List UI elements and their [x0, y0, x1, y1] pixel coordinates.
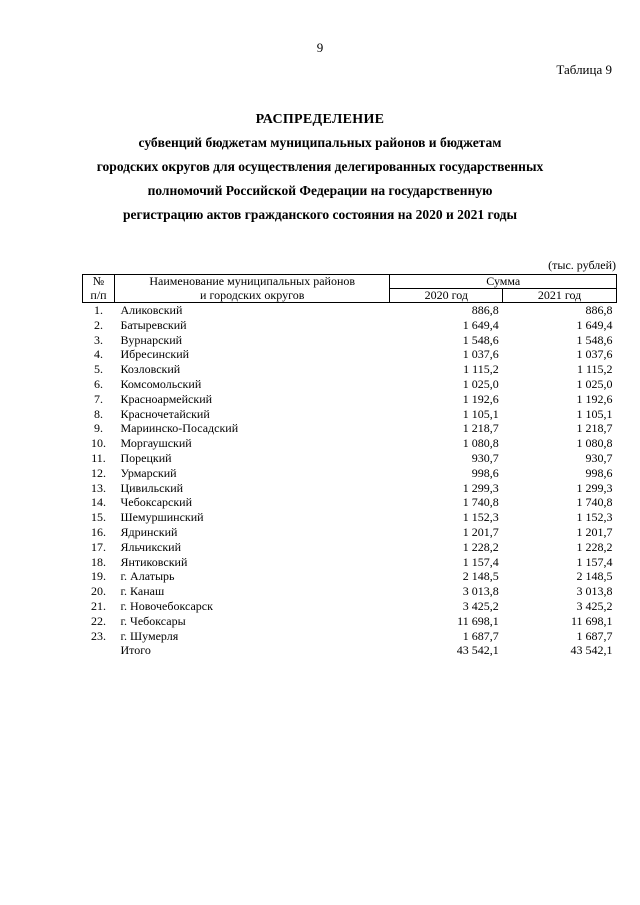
row-name: г. Канаш [120, 584, 165, 599]
table-row [83, 569, 617, 584]
row-name: Ядринский [120, 524, 178, 539]
row-value-2021: 1 299,3 [576, 480, 613, 495]
row-number: 7. [93, 391, 103, 406]
row-name: Козловский [120, 362, 181, 377]
row-value-2020: 1 037,6 [462, 347, 499, 362]
row-name: Аликовский [120, 303, 183, 317]
total-row [83, 643, 617, 658]
row-number: 17. [90, 539, 106, 554]
row-number: 3. [93, 332, 103, 347]
row-number: 18. [90, 554, 106, 569]
table-row [83, 481, 617, 496]
row-name: Порецкий [120, 450, 172, 465]
row-number: 16. [90, 524, 106, 539]
row-value-2020: 1 152,3 [462, 510, 499, 525]
subtitle-line: городских округов для осуществления делегированных государственных [96, 159, 544, 174]
table-row [83, 362, 617, 377]
row-name: г. Шумерля [120, 628, 179, 643]
row-value-2021: 2 148,5 [576, 569, 613, 584]
row-name: Шемуршинский [120, 510, 204, 525]
row-value-2020: 1 157,4 [462, 554, 499, 569]
row-number: 4. [93, 347, 103, 362]
row-name: г. Новочебоксарск [120, 598, 213, 613]
row-name: Яльчикский [120, 539, 182, 554]
row-number: 8. [93, 406, 103, 421]
row-value-2020: 1 115,2 [463, 362, 499, 377]
table-row [83, 333, 617, 348]
table-row [83, 303, 617, 318]
row-value-2021: 1 157,4 [576, 554, 613, 569]
table-row [83, 584, 617, 599]
row-name: Чебоксарский [120, 495, 193, 510]
header-name: Наименование муниципальных районов [114, 275, 389, 289]
row-value-2020: 1 687,7 [462, 628, 499, 643]
row-value-2021: 1 548,6 [576, 332, 613, 347]
table-row [83, 540, 617, 555]
row-number: 14. [90, 495, 106, 510]
row-value-2021: 11 698,1 [570, 613, 613, 628]
row-value-2020: 1 228,2 [462, 539, 499, 554]
header-name-sub: и городских округов [114, 289, 389, 303]
total-value-2020: 43 542,1 [456, 643, 499, 658]
table-row [83, 436, 617, 451]
row-value-2021: 3 425,2 [576, 598, 613, 613]
row-number: 10. [90, 436, 106, 451]
row-value-2021: 1 037,6 [576, 347, 613, 362]
row-name: Батыревский [120, 317, 187, 332]
row-value-2021: 1 649,4 [576, 317, 613, 332]
row-value-2021: 1 201,7 [576, 524, 613, 539]
table-row [83, 347, 617, 362]
distribution-table [82, 274, 617, 658]
units-note: (тыс. рублей) [548, 258, 616, 272]
row-name: Урмарский [120, 465, 177, 480]
row-value-2020: 3 425,2 [462, 598, 499, 613]
row-name: Комсомольский [120, 376, 202, 391]
subtitle-line: регистрацию актов гражданского состояния на 2020 и 2021 годы [122, 207, 518, 222]
row-value-2020: 3 013,8 [462, 584, 499, 599]
row-number: 19. [90, 569, 106, 584]
row-value-2021: 1 115,2 [576, 362, 613, 377]
row-value-2020: 1 105,1 [462, 406, 499, 421]
row-value-2020: 930,7 [471, 450, 499, 465]
row-value-2021: 1 080,8 [576, 436, 613, 451]
header-year-2021: 2021 год [503, 289, 617, 303]
row-value-2020: 1 740,8 [462, 495, 499, 510]
row-value-2020: 1 080,8 [462, 436, 499, 451]
table-row [83, 599, 617, 614]
table-row [83, 318, 617, 333]
row-value-2020: 11 698,1 [457, 613, 499, 628]
row-number: 6. [93, 376, 103, 391]
subtitle-line: субвенций бюджетам муниципальных районов и бюджетам [138, 135, 502, 150]
subtitle-line: полномочий Российской Федерации на государственную [147, 183, 493, 198]
table-row [83, 407, 617, 422]
row-number: 21. [90, 598, 106, 613]
table-row [83, 525, 617, 540]
table-row [83, 466, 617, 481]
row-value-2021: 1 687,7 [576, 628, 613, 643]
table-row [83, 510, 617, 525]
total-number-cell [83, 643, 115, 658]
row-name: Вурнарский [120, 332, 183, 347]
row-name: г. Чебоксары [120, 613, 186, 628]
total-value-2021: 43 542,1 [570, 643, 613, 658]
row-value-2020: 1 548,6 [462, 332, 499, 347]
row-number: 5. [93, 362, 103, 377]
header-year-2020: 2020 год [390, 289, 503, 303]
row-value-2020: 1 649,4 [462, 317, 499, 332]
row-number: 12. [90, 465, 106, 480]
row-value-2020: 1 025,0 [462, 376, 499, 391]
row-number: 15. [90, 510, 106, 525]
row-name: Цивильский [120, 480, 184, 495]
table-row [83, 495, 617, 510]
row-value-2020: 1 218,7 [462, 421, 499, 436]
header-num: № [83, 275, 115, 289]
row-name: Мариинско-Посадский [120, 421, 239, 436]
table-label: Таблица 9 [556, 62, 612, 77]
row-number: 1. [93, 303, 103, 317]
document-title: РАСПРЕДЕЛЕНИЕ [255, 112, 385, 127]
row-value-2021: 1 218,7 [576, 421, 613, 436]
table-body [83, 303, 617, 659]
row-value-2021: 1 025,0 [576, 376, 613, 391]
table-row [83, 421, 617, 436]
table-row [83, 629, 617, 644]
total-label: Итого [120, 643, 151, 658]
row-value-2020: 2 148,5 [462, 569, 499, 584]
header-sum: Сумма [390, 275, 617, 289]
row-value-2021: 886,8 [585, 303, 613, 317]
row-value-2020: 1 201,7 [462, 524, 499, 539]
row-number: 22. [90, 613, 106, 628]
row-value-2021: 1 192,6 [576, 391, 613, 406]
row-value-2020: 998,6 [471, 465, 499, 480]
row-value-2021: 998,6 [585, 465, 613, 480]
document-heading [0, 112, 640, 227]
table-row [83, 392, 617, 407]
table-row [83, 555, 617, 570]
row-value-2021: 1 105,1 [576, 406, 613, 421]
row-number: 2. [93, 317, 103, 332]
table-row [83, 377, 617, 392]
row-number: 20. [90, 584, 106, 599]
row-name: Красночетайский [120, 406, 210, 421]
row-value-2020: 1 192,6 [462, 391, 499, 406]
row-number: 13. [90, 480, 106, 495]
row-value-2021: 1 152,3 [576, 510, 613, 525]
row-number: 11. [91, 450, 106, 465]
row-value-2021: 3 013,8 [576, 584, 613, 599]
row-value-2021: 1 228,2 [576, 539, 613, 554]
row-value-2020: 886,8 [471, 303, 499, 317]
page-number: 9 [316, 40, 324, 55]
row-name: Ибресинский [120, 347, 190, 362]
row-value-2020: 1 299,3 [462, 480, 499, 495]
row-name: г. Алатырь [120, 569, 175, 584]
row-name: Красноармейский [120, 391, 213, 406]
table-row [83, 451, 617, 466]
row-value-2021: 1 740,8 [576, 495, 613, 510]
row-value-2021: 930,7 [585, 450, 613, 465]
table-header [83, 275, 617, 303]
header-num-sub: п/п [83, 289, 115, 303]
row-name: Янтиковский [120, 554, 188, 569]
row-number: 23. [90, 628, 106, 643]
row-number: 9. [93, 421, 103, 436]
table-row [83, 614, 617, 629]
row-name: Моргаушский [120, 436, 192, 451]
